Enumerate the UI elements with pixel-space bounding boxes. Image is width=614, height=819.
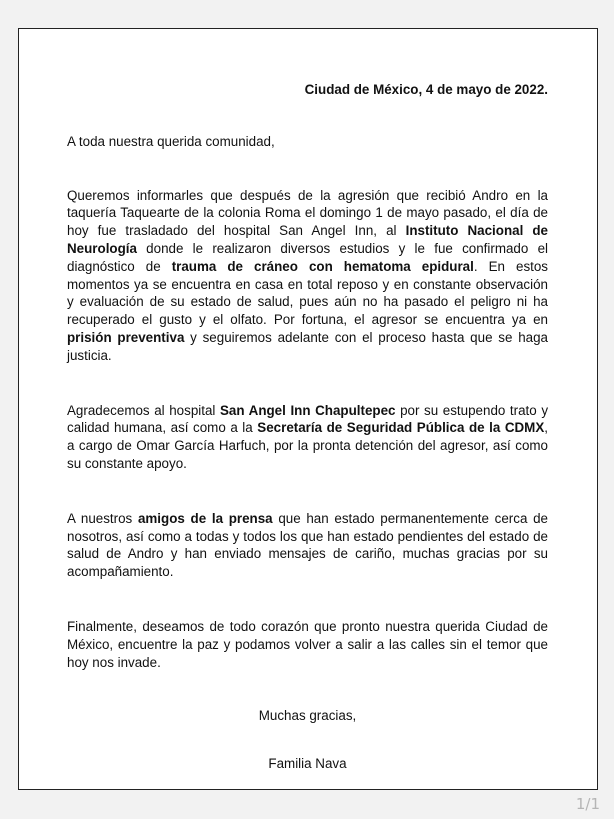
p2-bold-secretaria: Secretaría de Seguridad Pública de la CDMX bbox=[257, 420, 545, 436]
p2-text-c: por su estupendo trato y calidad humana, así como a la bbox=[67, 402, 549, 436]
paragraph-3 bbox=[67, 510, 548, 581]
document-page bbox=[18, 28, 598, 790]
p3-text-c: que han estado permanentemente cerca de nosotros, así como a todas y todos los que han estado pendientes del estado de salud de Andro y han enviado mensajes de cariño, muchas gracias por su acompañamiento. bbox=[67, 510, 549, 580]
letter-date: Ciudad de México, 4 de mayo de 2022. bbox=[304, 82, 548, 97]
p1-text-e: . En estos momentos ya se encuentra en casa en total reposo y en constante observación y evaluación de su estado de salud, pues aún no ha pasado el peligro ni ha recuperado el gusto y el olfato. Por fortuna, el agresor se encuentra ya en bbox=[67, 258, 549, 328]
paragraph-1 bbox=[67, 187, 548, 365]
letter-body bbox=[67, 81, 548, 773]
letter-closing: Muchas gracias, bbox=[258, 708, 357, 724]
p3-bold-press: amigos de la prensa bbox=[137, 510, 273, 526]
page-indicator: 1/1 bbox=[575, 795, 600, 813]
p1-bold-prison: prisión preventiva bbox=[67, 329, 185, 345]
p1-text-g: y seguiremos adelante con el proceso hasta que se haga justicia. bbox=[67, 329, 548, 363]
paragraph-2 bbox=[67, 402, 548, 473]
p2-bold-hospital: San Angel Inn Chapultepec bbox=[220, 402, 396, 418]
p3-text-a: A nuestros bbox=[67, 510, 138, 526]
letter-greeting: A toda nuestra querida comunidad, bbox=[67, 133, 275, 149]
p1-bold-institute: Instituto Nacional de Neurología bbox=[67, 223, 548, 256]
p1-bold-diagnosis: trauma de cráneo con hematoma epidural bbox=[171, 258, 474, 274]
p2-text-e: , a cargo de Omar García Harfuch, por la pronta detención del agresor, así como su constante apoyo. bbox=[67, 420, 548, 471]
p1-text-c: donde le realizaron diversos estudios y le fue confirmado el diagnóstico de bbox=[67, 240, 548, 274]
paragraph-4: Finalmente, deseamos de todo corazón que pronto nuestra querida Ciudad de México, encuentre la paz y podamos volver a salir a las calles sin el temor que hoy nos invade. bbox=[67, 618, 548, 670]
p1-text-a: Queremos informarles que después de la agresión que recibió Andro en la taquería Taquearte de la colonia Roma el domingo 1 de mayo pasado, el día de hoy fue trasladado del hospital San Angel Inn, al bbox=[67, 187, 548, 239]
p2-text-a: Agradecemos al hospital bbox=[67, 402, 220, 418]
letter-signature: Familia Nava bbox=[268, 756, 347, 772]
